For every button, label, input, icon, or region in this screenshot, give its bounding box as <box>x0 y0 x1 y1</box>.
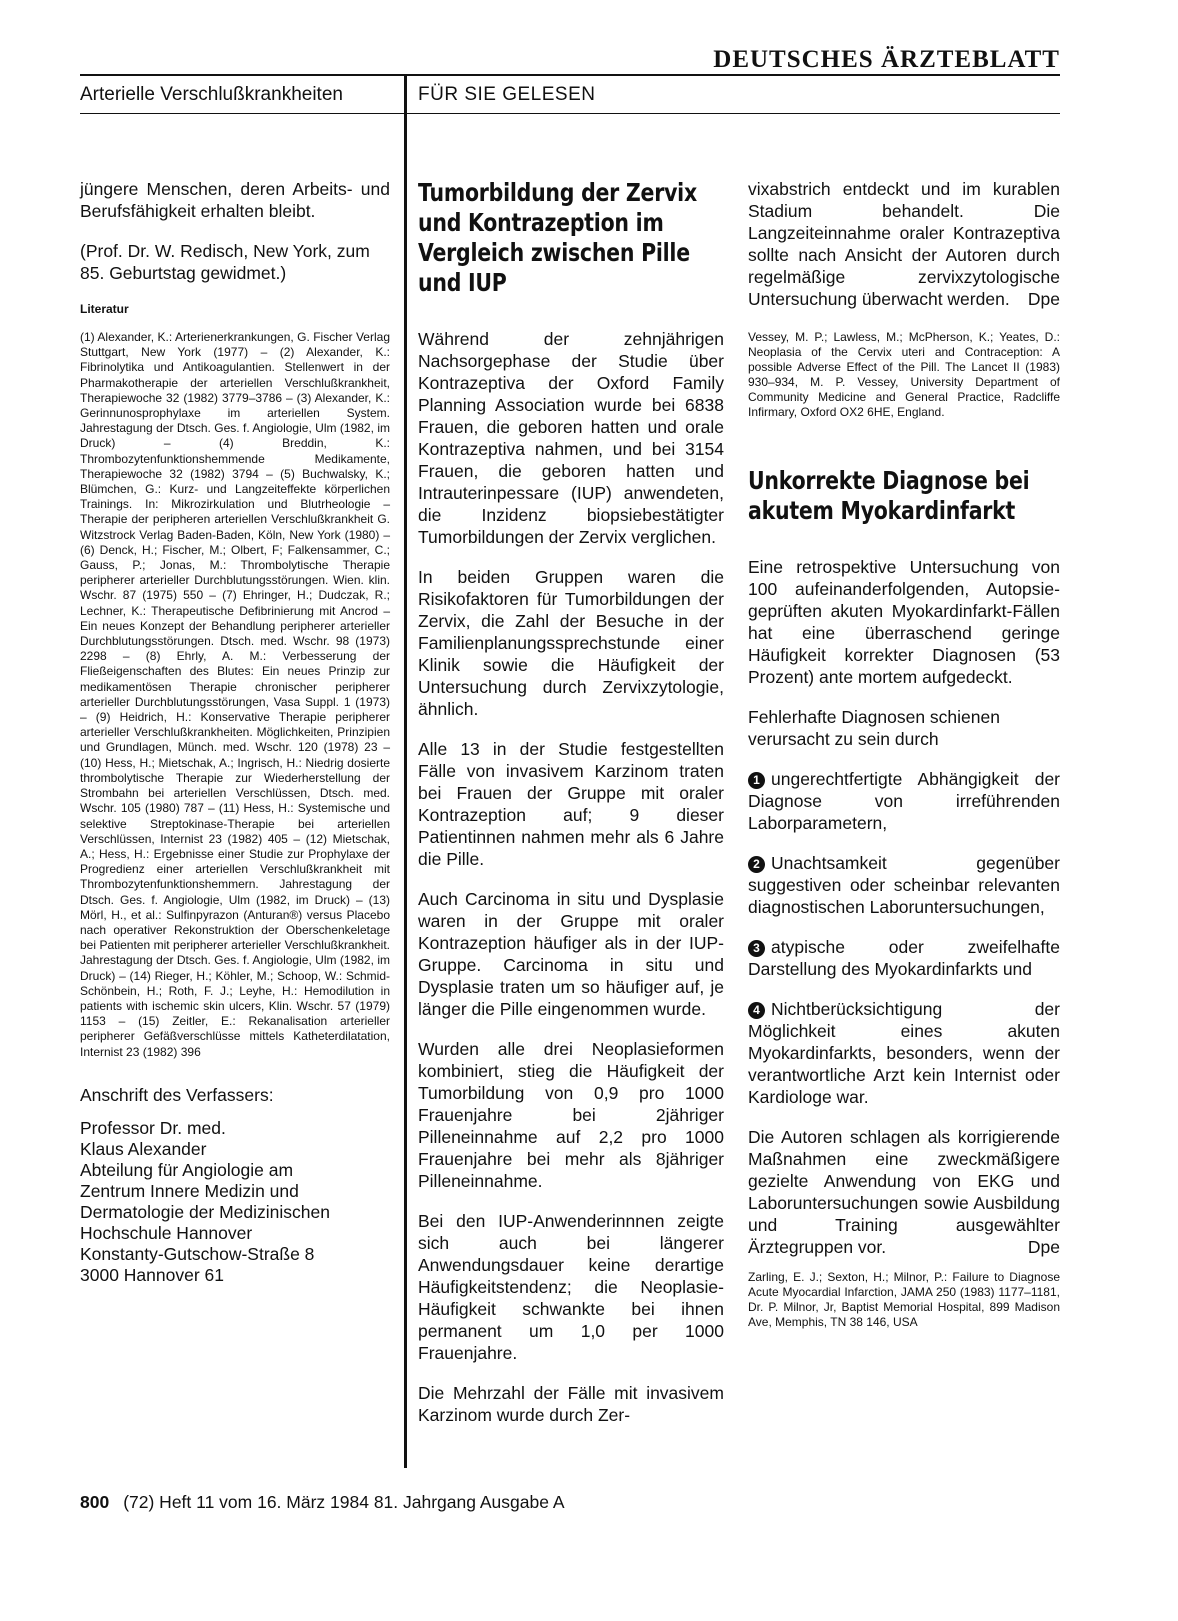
number-2-icon: 2 <box>748 856 765 873</box>
intro-paragraph: jüngere Menschen, deren Arbeits- und Berufsfähigkeit erhalten bleibt. <box>80 179 390 221</box>
dedication: (Prof. Dr. W. Redisch, New York, zum 85. Geburtstag gewidmet.) <box>80 241 370 283</box>
address-line: Hochschule Hannover <box>80 1222 253 1243</box>
masthead: DEUTSCHES ÄRZTEBLATT <box>713 46 1060 73</box>
column-divider <box>404 74 407 1468</box>
list-item <box>748 936 1060 980</box>
page-number: 800 <box>80 1492 110 1512</box>
article-paragraph: In beiden Gruppen waren die Risikofaktoren für Tumorbildungen der Zervix, die Zahl der Besuche in der Familienplanungssprechstunde einer Klinik sowie die Häufigkeit der Untersuchung durch Zervixzytologie, ähnlich. <box>418 567 724 719</box>
address-line: Abteilung für Angiologie am <box>80 1159 294 1180</box>
address-line: Dermatologie der Medizinischen <box>80 1201 330 1222</box>
header-rule <box>80 74 1060 76</box>
address-heading: Anschrift des Verfassers: <box>80 1084 274 1105</box>
conclusion-text: Die Autoren schlagen als korrigierende Maßnahmen eine zweckmäßigere gezielte Anwendung von EKG und Laboruntersuchungen sowie Ausbildung und Training ausgewählter Ärztegruppen vor. <box>748 1127 1060 1257</box>
signature: Dpe <box>1027 1237 1060 1257</box>
continuation-text: vixabstrich entdeckt und im kurablen Stadium behandelt. Die Langzeiteinnahme oraler Kontrazeptiva sollte nach Ansicht der Autoren durch regelmäßige zervixzytologische Untersuchung überwacht werden. <box>748 179 1060 309</box>
address-line: Klaus Alexander <box>80 1138 207 1159</box>
section-rule <box>80 113 1060 114</box>
page-footer <box>80 1492 565 1513</box>
article-lead: Fehlerhafte Diagnosen schienen verursacht zu sein durch <box>748 707 1000 749</box>
list-item <box>748 998 1060 1108</box>
article-continuation <box>748 178 1060 310</box>
article-paragraph: Bei den IUP-Anwenderinnnen zeigte sich auch bei längerer Anwendungsdauer keine derartige Häufigkeitstendenz; die Neoplasie-Häufigkeit schwankte bei ihnen permanent um 1,0 per 1000 Frauenjahre. <box>418 1211 724 1363</box>
number-1-icon: 1 <box>748 772 765 789</box>
list-item <box>748 852 1060 918</box>
literature-list: (1) Alexander, K.: Arterienerkrankungen, G. Fischer Verlag Stuttgart, New York (1977) – (2) Alexander, K.: Fibrinolytika und Antikoagulantien. Stellenwert in der Pharmakotherapie der arteriellen Verschlußkrankheit, Therapiewoche 32 (1982) 3779–3786 – (3) Alexander, K.: Gerinnunosprophylaxe im arteriellen System. Jahrestagung der Dtsch. Ges. f. Angiologie, Ulm (1982, im Druck) – (4) Breddin, K.: Thrombozytenfunktionshemmende Medikamente, Therapiewoche 32 (1982) 3794 – (5) Buchwalsky, K.; Blümchen, G.: Kurz- und Langzeiteffekte körperlichen Trainings. In: Mikrozirkulation und Blutrheologie – Therapie der peripheren arteriellen Verschlußkrankheit G. Witzstrock Verlag Baden-Baden, Köln, New York (1980) – (6) Denck, H.; Fischer, M.; Olbert, F; Falkensammer, C.; Gauss, P.; Jonas, M.: Thrombolytische Therapie peripherer arterieller Durchblutungsstörungen. Wien. klin. Wschr. 87 (1975) 550 – (7) Ehringer, H.; Dudczak, R.; Lechner, K.: Therapeutische Defibrinierung mit Ancrod – Ein neues Konzept der Behandlung peripherer arterieller Durchblutungsstörungen. Dtsch. med. Wschr. 98 (1973) 2298 – (8) Ehrly, A. M.: Verbesserung der Fließeigenschaften des Blutes: Ein neues Prinzip zur medikamentösen Therapie chronischer peripherer arterieller Durchblutungsstörungen, Vasa Suppl. 1 (1973) – (9) Heidrich, H.: Konservative Therapie peripherer arterieller Verschlußkrankheiten. Möglichkeiten, Prinzipien und Grundlagen, Münch. med. Wschr. 120 (1978) 23 – (10) Hess, H.; Mietschak, A.; Ingrisch, H.: Niedrig dosierte thrombolytische Therapie zur Wiederherstellung der Strombahn bei arteriellen Verschlüssen, Dtsch. med. Wschr. 105 (1980) 787 – (11) Hess, H.: Systemische und selektive Streptokinase-Therapie bei arteriellen Verschlüssen, Internist 23 (1982) 405 – (12) Mietschak, A.; Hess, H.: Ergebnisse einer Studie zur Prophylaxe der Progredienz einer arteriellen Verschlußkrankheit mit Thrombozytenfunktionshemmern. Jahrestagung der Dtsch. Ges. f. Angiologie, Ulm (1982, im Druck) – (13) Mörl, H., et al.: Sulfinpyrazon (Anturan®) versus Placebo nach operativer Rekonstruktion der Oberschenkeletage bei Patienten mit peripherer arterieller Verschlußkrankheit. Jahrestagung der Dtsch. Ges. f. Angiologie, Ulm (1982, im Druck) – (14) Rieger, H.; Köhler, M.; Schoop, W.: Schmid-Schönbein, H.; Roth, F. J.; Leyhe, H.: Hemodilution in patients with ischemic skin ulcers, Klin. Wschr. 57 (1979) 1153 – (15) Zeitler, E.: Rekanalisation arterieller peripherer Gefäßverschlüsse mittels Katheterdilatation, Internist 23 (1982) 396 <box>80 330 390 1059</box>
article-reference: Zarling, E. J.; Sexton, H.; Milnor, P.: Failure to Diagnose Acute Myocardial Infarction, JAMA 250 (1983) 1177–1181, Dr. P. Milnor, Jr, Baptist Memorial Hospital, 899 Madison Ave, Memphis, TN 38 146, USA <box>748 1270 1060 1329</box>
column-article-myocard <box>748 178 1060 1348</box>
article-paragraph: Auch Carcinoma in situ und Dysplasie waren in der Gruppe mit oraler Kontrazeption häufiger als in der IUP-Gruppe. Carcinoma in situ und Dysplasie traten um so häufiger auf, je länger die Pille eingenommen wurde. <box>418 889 724 1019</box>
article-paragraph: Wurden alle drei Neoplasieformen kombiniert, stieg die Häufigkeit der Tumorbildung von 0,9 pro 1000 Frauenjahre bei 2jähriger Pilleneinnahme auf 2,2 pro 1000 Frauenjahre bei mehr als 8jähriger Pilleneinnahme. <box>418 1039 724 1191</box>
article-headline: Tumorbildung der Zervix und Kontrazeption im Vergleich zwischen Pille und IUP <box>418 178 697 297</box>
signature: Dpe <box>1027 289 1060 309</box>
article-headline: Unkorrekte Diagnose bei akutem Myokardinfarkt <box>748 466 1030 525</box>
address-line: 3000 Hannover 61 <box>80 1264 224 1285</box>
address-line: Konstanty-Gutschow-Straße 8 <box>80 1243 315 1264</box>
literature-heading: Literatur <box>80 302 129 316</box>
column-literature <box>80 178 390 1286</box>
address-line: Professor Dr. med. <box>80 1117 226 1138</box>
list-item-text: ungerechtfertigte Abhängigkeit der Diagnose von irreführenden Laborparametern, <box>748 769 1060 833</box>
article-paragraph: Alle 13 in der Studie festgestellten Fälle von invasivem Karzinom traten bei Frauen der Gruppe mit oraler Kontrazeption auf; 9 dieser Patientinnen nahmen mehr als 6 Jahre die Pille. <box>418 739 724 869</box>
list-item-text: Unachtsamkeit gegenüber suggestiven oder scheinbar relevanten diagnostischen Laboruntersuchungen, <box>748 853 1060 917</box>
list-item <box>748 768 1060 834</box>
section-label-left: Arterielle Verschlußkrankheiten <box>80 84 343 105</box>
list-item-text: Nichtberücksichtigung der Möglichkeit eines akuten Myokardinfarkts, besonders, wenn der verantwortliche Arzt kein Internist oder Kardiologe war. <box>748 999 1060 1107</box>
address-line: Zentrum Innere Medizin und <box>80 1180 299 1201</box>
article-paragraph: Während der zehnjährigen Nachsorgephase der Studie über Kontrazeptiva der Oxford Family Planning Association wurde bei 6838 Frauen, die geboren hatten und orale Kontrazeptiva nahmen, und bei 3154 Frauen, die geboren hatten und Intrauterinpessare (IUP) anwendeten, die Inzidenz biopsiebestätigter Tumorbildungen der Zervix verglichen. <box>418 329 724 547</box>
issue-info: (72) Heft 11 vom 16. März 1984 81. Jahrgang Ausgabe A <box>123 1492 565 1512</box>
number-4-icon: 4 <box>748 1002 765 1019</box>
article-reference: Vessey, M. P.; Lawless, M.; McPherson, K.; Yeates, D.: Neoplasia of the Cervix uteri and Contraception: A possible Adverse Effect of the Pill. The Lancet II (1983) 930–934, M. P. Vessey, University Department of Community Medicine and General Practice, Radcliffe Infirmary, Oxford OX2 6HE, England. <box>748 330 1060 419</box>
list-item-text: atypische oder zweifelhafte Darstellung des Myokardinfarkts und <box>748 937 1060 979</box>
section-label-right: FÜR SIE GELESEN <box>418 84 596 105</box>
article-paragraph: Die Mehrzahl der Fälle mit invasivem Karzinom wurde durch Zer- <box>418 1383 724 1425</box>
article-conclusion <box>748 1126 1060 1258</box>
column-article-cervix <box>418 178 724 1444</box>
article-intro: Eine retrospektive Untersuchung von 100 aufeinanderfolgenden, Autopsie-geprüften akuten Myokardinfarkt-Fällen hat eine überraschend geringe Häufigkeit korrekter Diagnosen (53 Prozent) ante mortem aufgedeckt. <box>748 557 1060 687</box>
author-address <box>80 1118 390 1286</box>
number-3-icon: 3 <box>748 940 765 957</box>
